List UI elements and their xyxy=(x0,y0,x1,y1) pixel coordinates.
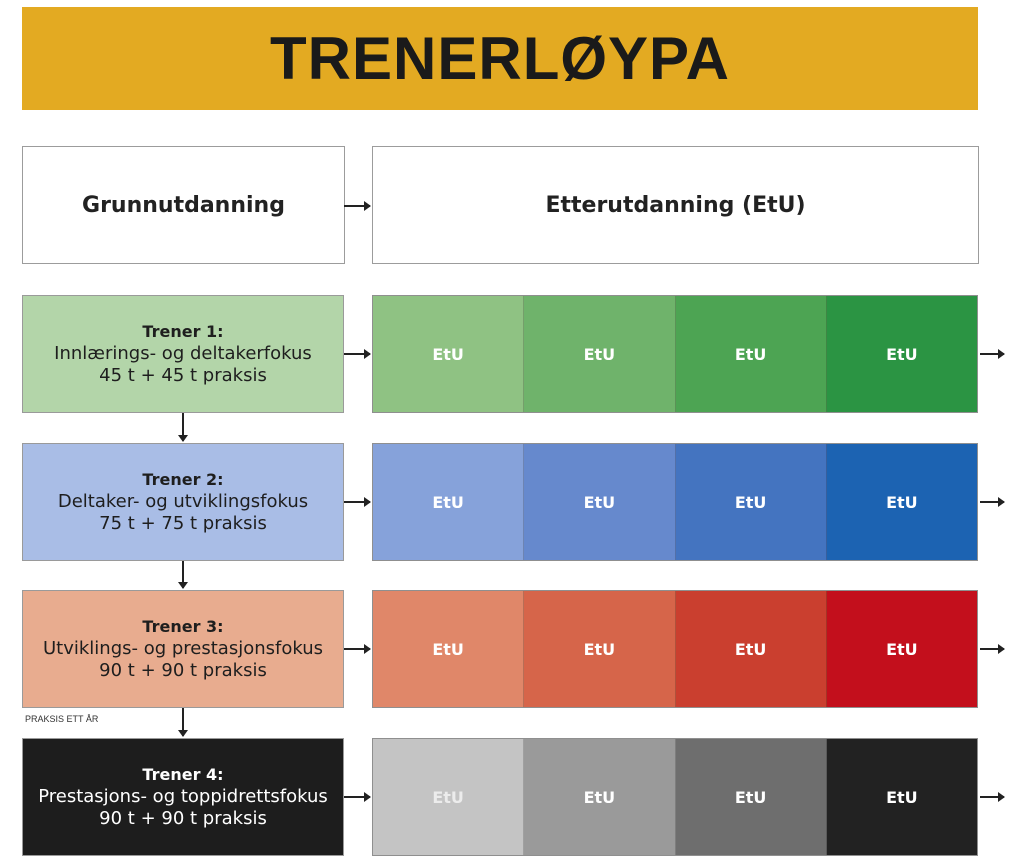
arrow-to-etu xyxy=(344,648,370,650)
arrow-to-etu xyxy=(344,796,370,798)
etu-cell: EtU xyxy=(373,591,524,707)
arrow-continue xyxy=(980,648,1004,650)
etu-cell: EtU xyxy=(524,444,675,560)
header-etterutdanning: Etterutdanning (EtU) xyxy=(372,146,979,264)
trener-3-box xyxy=(22,590,344,708)
arrow-to-etu xyxy=(344,353,370,355)
etu-cell: EtU xyxy=(827,591,977,707)
etu-cell: EtU xyxy=(373,296,524,412)
arrow-down xyxy=(182,708,184,736)
etu-cell: EtU xyxy=(524,591,675,707)
header-grunnutdanning: Grunnutdanning xyxy=(22,146,345,264)
trener-4-box xyxy=(22,738,344,856)
etu-cell: EtU xyxy=(676,444,827,560)
etu-cell: EtU xyxy=(524,739,675,855)
trener-focus: Innlærings- og deltakerfokus xyxy=(54,343,312,364)
arrow-down xyxy=(182,561,184,588)
arrow-continue xyxy=(980,796,1004,798)
arrow-to-etu xyxy=(344,501,370,503)
etu-cell: EtU xyxy=(676,591,827,707)
title-banner xyxy=(22,7,978,110)
arrow-down xyxy=(182,413,184,441)
trener-title: Trener 4: xyxy=(142,765,224,784)
trener-hours: 75 t + 75 t praksis xyxy=(99,513,267,534)
etu-cell: EtU xyxy=(524,296,675,412)
trener-title: Trener 1: xyxy=(142,322,224,341)
trener-1-box xyxy=(22,295,344,413)
etu-row-2 xyxy=(372,443,978,561)
trener-title: Trener 3: xyxy=(142,617,224,636)
arrow-continue xyxy=(980,353,1004,355)
trener-focus: Prestasjons- og toppidrettsfokus xyxy=(38,786,328,807)
trener-hours: 90 t + 90 t praksis xyxy=(99,660,267,681)
etu-cell: EtU xyxy=(676,296,827,412)
etu-row-1 xyxy=(372,295,978,413)
trener-2-box xyxy=(22,443,344,561)
trener-focus: Deltaker- og utviklingsfokus xyxy=(57,491,309,512)
trener-title: Trener 2: xyxy=(142,470,224,489)
trener-hours: 90 t + 90 t praksis xyxy=(99,808,267,829)
etu-cell: EtU xyxy=(827,444,977,560)
arrow-continue xyxy=(980,501,1004,503)
practice-note: PRAKSIS ETT ÅR xyxy=(25,714,99,724)
etu-cell: EtU xyxy=(676,739,827,855)
etu-row-3 xyxy=(372,590,978,708)
header-arrow xyxy=(344,205,370,207)
etu-cell: EtU xyxy=(373,739,524,855)
etu-cell: EtU xyxy=(827,739,977,855)
page-title: TRENERLØYPA xyxy=(270,24,730,92)
trener-hours: 45 t + 45 t praksis xyxy=(99,365,267,386)
etu-cell: EtU xyxy=(373,444,524,560)
trener-focus: Utviklings- og prestasjonsfokus xyxy=(42,638,324,659)
etu-cell: EtU xyxy=(827,296,977,412)
etu-row-4 xyxy=(372,738,978,856)
